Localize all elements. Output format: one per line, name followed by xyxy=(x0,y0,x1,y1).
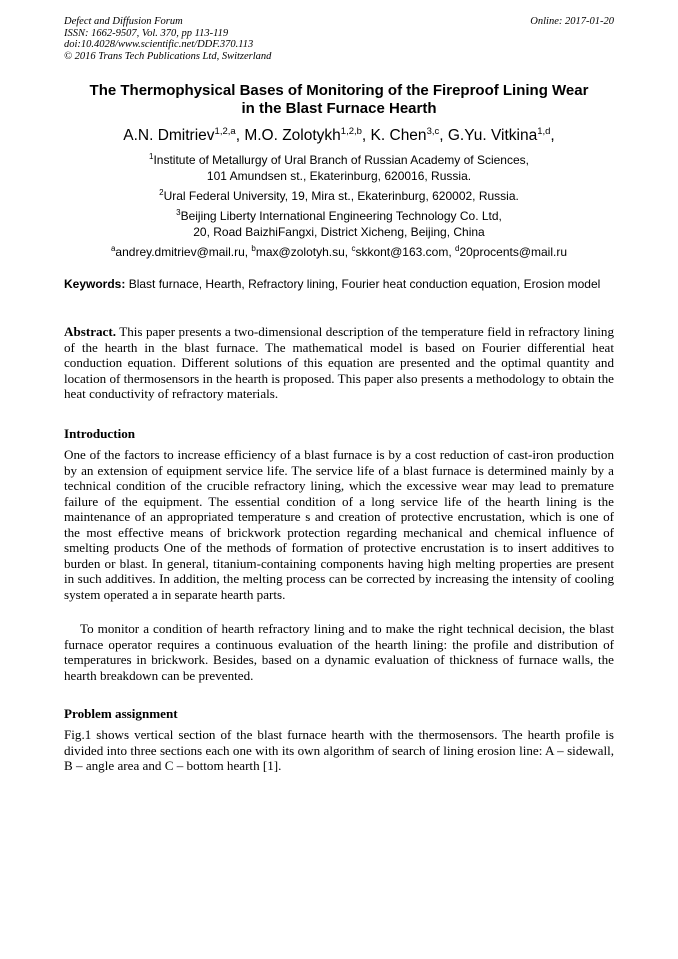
author xyxy=(371,127,448,144)
paper-title xyxy=(40,82,638,118)
affiliation-address: 101 Amundsen st., Ekaterinburg, 620016, Russia. xyxy=(206,168,472,183)
author-separator: , xyxy=(550,127,555,145)
journal-header xyxy=(64,16,271,62)
author-affiliation-marker: 3,c xyxy=(426,126,440,137)
abstract-label: Abstract. xyxy=(64,324,116,339)
author xyxy=(244,127,370,144)
author-affiliation-marker: 1,2,b xyxy=(340,126,362,137)
email-address[interactable]: andrey.dmitriev@mail.ru xyxy=(115,245,245,259)
email-address[interactable]: 20procents@mail.ru xyxy=(459,245,568,259)
affiliation-1 xyxy=(40,149,638,184)
journal-issn: ISSN: 1662-9507, Vol. 370, pp 113-119 xyxy=(64,27,229,39)
paper-title-line-2: in the Blast Furnace Hearth xyxy=(241,100,437,117)
email-marker: a xyxy=(110,244,116,253)
email-marker: d xyxy=(455,244,460,253)
journal-copyright: © 2016 Trans Tech Publications Ltd, Switzerland xyxy=(64,50,272,62)
email-separator: , xyxy=(244,245,252,259)
affiliation-3 xyxy=(40,205,638,240)
author-list xyxy=(30,122,648,146)
introduction-paragraph-2: To monitor a condition of hearth refractory lining and to make the right technical decision, the blast furnace operator requires a continuous evaluation of the hearth lining: the profile and distribution of temperatures in brickwork. Besides, based on a dynamic evaluation of thickness of furnace walls, the hearth breakdown can be prevented. xyxy=(64,621,614,683)
affiliation-number: 2 xyxy=(159,188,164,197)
author-emails xyxy=(40,241,638,261)
author-affiliation-marker: 1,d xyxy=(537,126,551,137)
abstract-text: This paper presents a two-dimensional description of the temperature field in refractory lining of the hearth in the blast furnace. The mathematical model is based on Fourier differential heat conduction equation. Different solutions of this equation are presented and the optimal quantity and location of thermosensors in the hearth is proposed. This paper also presents a methodology to obtain the heat conductivity of refractory materials. xyxy=(64,324,614,401)
email-separator: , xyxy=(448,245,455,259)
affiliation-text: Ural Federal University, 19, Mira st., Ekaterinburg, 620002, Russia. xyxy=(163,189,519,203)
abstract-block xyxy=(64,324,614,402)
author-name: G.Yu. Vitkina xyxy=(447,127,538,145)
affiliation-number: 1 xyxy=(149,152,154,161)
journal-name: Defect and Diffusion Forum xyxy=(64,16,183,27)
section-heading-problem-assignment: Problem assignment xyxy=(64,706,178,721)
keywords-block xyxy=(64,277,614,293)
email-address[interactable]: max@zolotyh.su xyxy=(255,245,345,259)
journal-doi[interactable]: doi:10.4028/www.scientific.net/DDF.370.113 xyxy=(64,39,254,50)
author-separator: , xyxy=(439,127,448,145)
affiliation-2 xyxy=(40,185,638,205)
author-affiliation-marker: 1,2,a xyxy=(214,126,236,137)
email-separator: , xyxy=(344,245,352,259)
online-date: Online: 2017-01-20 xyxy=(530,16,614,27)
email-marker: c xyxy=(351,244,356,253)
affiliation-number: 3 xyxy=(176,208,181,217)
affiliation-address: 20, Road BaizhiFangxi, District Xicheng, Beijing, China xyxy=(193,224,485,239)
email-address[interactable]: skkont@163.com xyxy=(355,245,449,259)
author-name: A.N. Dmitriev xyxy=(123,127,215,145)
author xyxy=(448,127,555,144)
section-heading-introduction: Introduction xyxy=(64,426,136,441)
author-name: M.O. Zolotykh xyxy=(244,127,341,145)
author-name: K. Chen xyxy=(370,127,427,145)
author-separator: , xyxy=(361,127,371,145)
author xyxy=(123,127,244,144)
affiliation-text: Beijing Liberty International Engineering Technology Co. Ltd, xyxy=(180,209,502,223)
affiliation-text: Institute of Metallurgy of Ural Branch of Russian Academy of Sciences, xyxy=(153,153,529,167)
keywords-label: Keywords: xyxy=(64,277,126,291)
introduction-paragraph-1: One of the factors to increase efficiency of a blast furnace is by a cost reduction of cast-iron production by an extension of equipment service life. The service life of a blast furnace is determined mainly by a technical condition of the crucible refractory lining, which the excessive wear may lead to premature failure of the equipment. The essential condition of a long service life of the hearth lining is the maintenance of an appropriated temperature s and creation of protective encrustation, which is one of the most effective means of brickwork protection regarding mechanical and chemical influence of smelting products One of the methods of formation of protective encrustation is to insert additives to burden or blast. In general, titanium-containing components having high melting properties are present in such additives. In addition, the melting process can be corrected by increasing the intensity of cooling system operated a in separate hearth parts. xyxy=(64,447,614,602)
problem-assignment-paragraph-1: Fig.1 shows vertical section of the blast furnace hearth with the thermosensors. The hearth profile is divided into three sections each one with its own algorithm of search of lining erosion line: A – sidewall, B – angle area and C – bottom hearth [1]. xyxy=(64,727,614,773)
email-marker: b xyxy=(251,244,256,253)
author-separator: , xyxy=(235,127,245,145)
keywords-text: Blast furnace, Hearth, Refractory lining, Fourier heat conduction equation, Erosion model xyxy=(128,277,601,291)
paper-title-line-1: The Thermophysical Bases of Monitoring of the Fireproof Lining Wear xyxy=(89,82,589,99)
